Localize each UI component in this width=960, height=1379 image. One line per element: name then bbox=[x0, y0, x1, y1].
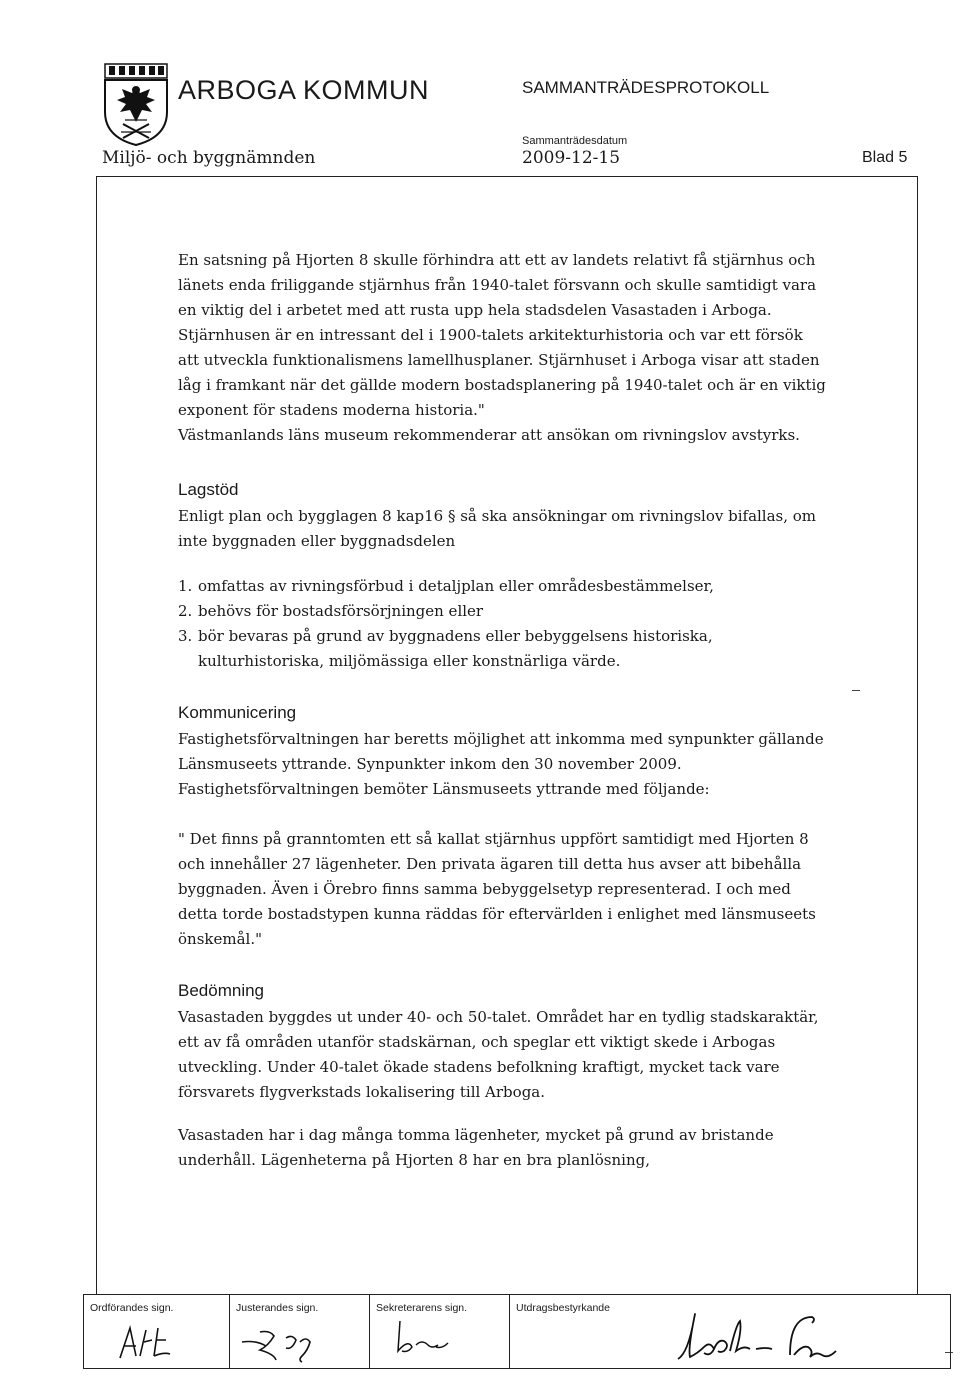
organization-name: ARBOGA KOMMUN bbox=[178, 75, 430, 105]
secretary-signature-cell bbox=[369, 1295, 510, 1368]
adjuster-signature-cell bbox=[229, 1295, 370, 1368]
protocol-body bbox=[178, 248, 828, 1173]
chair-signature-label: Ordförandes sign. bbox=[90, 1302, 174, 1314]
chair-signature bbox=[114, 1320, 214, 1365]
page-number: Blad 5 bbox=[862, 149, 908, 166]
list-item-text: behövs för bostadsförsörjningen eller bbox=[198, 602, 484, 620]
list-item-text: omfattas av rivningsförbud i detaljplan eller områdesbestämmelser, bbox=[198, 577, 714, 595]
municipal-crest-logo bbox=[103, 62, 169, 147]
body-paragraph: En satsning på Hjorten 8 skulle förhindra att ett av landets relativt få stjärnhus och länets enda friliggande stjärnhus från 1940-talet försvann och skulle samtidigt vara en viktig del i arbetet med att rusta upp hela stadsdelen Vasastaden i Arboga. Stjärnhusen är en intressant del i 1900-talets arkitekturhistoria och var ett försök att utveckla funktionalismens lamellhusplaner. Stjärnhuset i Arboga visar att staden låg i framkant när det gällde modern bostadsplanering på 1940-talet och är en viktig exponent för stadens moderna historia." bbox=[178, 251, 826, 419]
section-heading: Bedömning bbox=[178, 981, 265, 1000]
list-item-text: bör bevaras på grund av byggnadens eller bebyggelsens historiska, kulturhistoriska, miljömässiga eller konstnärliga värde. bbox=[198, 627, 713, 670]
list-number: 1. bbox=[178, 577, 193, 595]
body-paragraph: Enligt plan och bygglagen 8 kap16 § så ska ansökningar om rivningslov bifallas, om inte byggnaden eller byggnadsdelen bbox=[178, 507, 817, 550]
list-item bbox=[178, 599, 828, 624]
body-paragraph: Vasastaden byggdes ut under 40- och 50-talet. Området har en tydlig stadskaraktär, ett av få områden utanför stadskärnan, och speglar ett viktigt skede i Arbogas utveckling. Under 40-talet ökade stadens befolkning kraftigt, mycket tack vare försvarets flygverkstads lokalisering till Arboga. bbox=[178, 1008, 819, 1101]
section-heading: Kommunicering bbox=[178, 703, 297, 722]
extract-certification-cell bbox=[509, 1295, 951, 1368]
adjuster-signature-label: Justerandes sign. bbox=[236, 1302, 319, 1314]
secretary-signature-label: Sekreterarens sign. bbox=[376, 1302, 468, 1314]
margin-mark bbox=[852, 690, 860, 691]
section-kommunicering bbox=[178, 699, 828, 952]
section-bedomning bbox=[178, 977, 828, 1173]
quoted-statement: " Det finns på granntomten ett så kallat stjärnhus uppfört samtidigt med Hjorten 8 och innehåller 27 lägenheter. Den privata ägaren till detta hus avser att bibehålla byggnaden. Även i Örebro finns samma bebyggelsetyp representerad. I och med detta torde bostadstypen kunna räddas för eftervärlden i enlighet med länsmuseets önskemål." bbox=[178, 830, 816, 948]
document-type: SAMMANTRÄDESPROTOKOLL bbox=[522, 78, 770, 97]
signature-box bbox=[83, 1294, 951, 1369]
meeting-date: 2009-12-15 bbox=[522, 148, 621, 168]
list-item bbox=[178, 574, 828, 599]
meeting-date-label: Sammanträdesdatum bbox=[522, 135, 628, 147]
extract-certification-label: Utdragsbestyrkande bbox=[516, 1302, 610, 1314]
list-number: 2. bbox=[178, 602, 193, 620]
body-paragraph: Fastighetsförvaltningen har beretts möjlighet att inkomma med synpunkter gällande Länsmuseets yttrande. Synpunkter inkom den 30 november 2009. Fastighetsförvaltningen bemöter Länsmuseets yttrande med följande: bbox=[178, 730, 824, 798]
section-lagstod bbox=[178, 476, 828, 674]
chair-signature-cell bbox=[84, 1295, 229, 1368]
extract-signature bbox=[670, 1305, 870, 1365]
section-heading: Lagstöd bbox=[178, 480, 239, 499]
body-paragraph: Västmanlands läns museum rekommenderar att ansökan om rivningslov avstyrks. bbox=[178, 426, 800, 444]
secretary-signature bbox=[380, 1317, 480, 1362]
committee-name: Miljö- och byggnämnden bbox=[102, 148, 316, 168]
body-paragraph: Vasastaden har i dag många tomma lägenheter, mycket på grund av bristande underhåll. Lägenheterna på Hjorten 8 har en bra planlösning, bbox=[178, 1126, 774, 1169]
adjuster-signature bbox=[238, 1320, 348, 1365]
list-number: 3. bbox=[178, 627, 193, 645]
criteria-list bbox=[178, 574, 828, 674]
list-item bbox=[178, 624, 828, 674]
